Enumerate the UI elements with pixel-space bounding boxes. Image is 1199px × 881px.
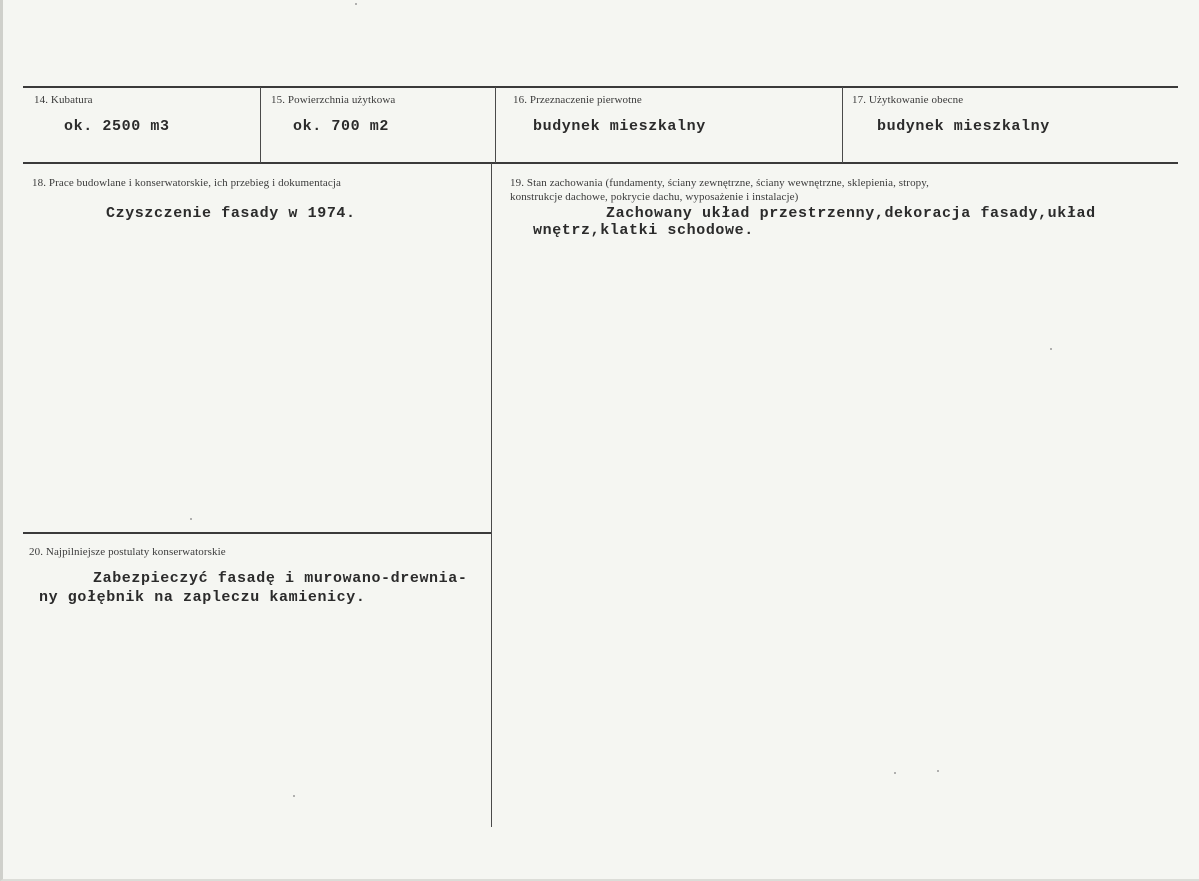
field-19-value-line-1: Zachowany układ przestrzenny,dekoracja fasady,układ xyxy=(606,205,1096,222)
field-19-value-line-2: wnętrz,klatki schodowe. xyxy=(533,222,754,239)
field-15-label: 15. Powierzchnia użytkowa xyxy=(271,94,396,106)
field-16-value: budynek mieszkalny xyxy=(533,118,706,135)
field-19-label-line-1: 19. Stan zachowania (fundamenty, ściany zewnętrzne, ściany wewnętrzne, sklepienia, stropy, xyxy=(510,177,930,189)
top-rule xyxy=(23,86,1178,88)
divider-left-right-column xyxy=(491,163,492,827)
field-20-value-line-1: Zabezpieczyć fasadę i murowano-drewnia- xyxy=(93,570,468,587)
field-18-value: Czyszczenie fasady w 1974. xyxy=(106,205,356,222)
row-divider xyxy=(23,162,1178,164)
divider-14-15 xyxy=(260,87,261,163)
divider-16-17 xyxy=(842,87,843,163)
field-15-value: ok. 700 m2 xyxy=(293,118,390,135)
field-18-bottom-rule xyxy=(23,532,491,534)
field-17-value: budynek mieszkalny xyxy=(877,118,1050,135)
paper-speck xyxy=(355,3,357,5)
paper-speck xyxy=(1050,348,1052,350)
field-20-label: 20. Najpilniejsze postulaty konserwatorskie xyxy=(29,546,226,558)
paper-speck xyxy=(937,770,939,772)
field-17-label: 17. Użytkowanie obecne xyxy=(852,94,964,106)
paper-speck xyxy=(293,795,295,797)
field-20-value-line-2: ny gołębnik na zapleczu kamienicy. xyxy=(39,589,366,606)
field-16-label: 16. Przeznaczenie pierwotne xyxy=(513,94,642,106)
field-14-label: 14. Kubatura xyxy=(34,94,93,106)
field-18-label: 18. Prace budowlane i konserwatorskie, ich przebieg i dokumentacja xyxy=(32,177,341,189)
field-14-value: ok. 2500 m3 xyxy=(64,118,170,135)
paper-speck xyxy=(894,772,896,774)
field-19-label-line-2: konstrukcje dachowe, pokrycie dachu, wyposażenie i instalacje) xyxy=(510,191,799,203)
paper-speck xyxy=(190,518,192,520)
divider-15-16 xyxy=(495,87,496,163)
